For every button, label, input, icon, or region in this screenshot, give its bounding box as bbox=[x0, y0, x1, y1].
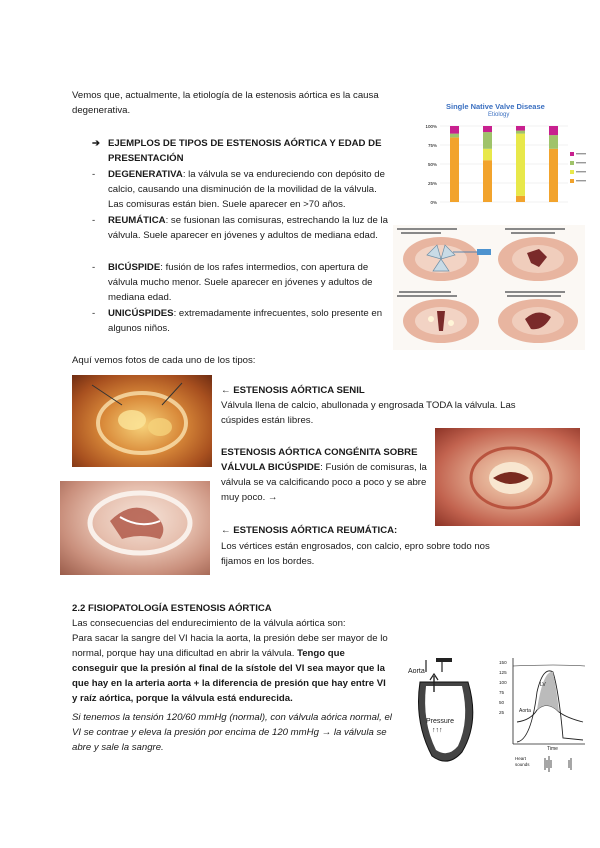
legend-label-mark bbox=[576, 171, 586, 172]
bar-segment-0-3 bbox=[450, 126, 459, 134]
curve-label-aorta: Aorta bbox=[519, 708, 531, 714]
senil-heading: ← ESTENOSIS AÓRTICA SENIL bbox=[221, 385, 365, 396]
section-text-bold: Tengo que conseguir que la presión al final de la sístole del VI sea mayor que la que hay en la arteria aorta + la diferencia de presión que hay entre VI y raíz aórtica, porque la válvula está endurecida. bbox=[72, 648, 386, 704]
intro-paragraph: Vemos que, actualmente, la etiología de la estenosis aórtica es la causa degenerativa. bbox=[72, 90, 379, 116]
valve-rheumatic-illustration bbox=[498, 237, 578, 281]
bar-segment-1-1 bbox=[483, 149, 492, 160]
bar-segment-2-3 bbox=[516, 126, 525, 131]
senil-text: Válvula llena de calcio, abullonada y engrosada TODA la válvula. Las cúspides están libres. bbox=[221, 400, 516, 426]
reumatica-heading: ← ESTENOSIS AÓRTICA REUMÁTICA: bbox=[221, 525, 398, 536]
section-paragraph bbox=[72, 631, 390, 706]
valve-degenerative-illustration bbox=[403, 299, 479, 343]
label-pressure: Pressure bbox=[426, 718, 455, 725]
bar-segment-3-0 bbox=[549, 149, 558, 202]
type-reumatica: - REUMÁTICA: se fusionan las comisuras, estrechando la luz de la válvula. Suele aparecer en jóvenes y adultos de mediana edad. bbox=[92, 215, 388, 242]
section-text-normal: Para sacar la sangre del VI hacia la aorta, la presión debe ser mayor de lo normal, porque hay una dificultad en abrir la válvula. bbox=[72, 633, 388, 659]
curve-label-lv: LV bbox=[540, 682, 546, 688]
bar-segment-1-3 bbox=[483, 126, 492, 132]
time-label: Time bbox=[547, 746, 558, 752]
pressure-ticks: 150 125 100 75 50 25 bbox=[499, 660, 507, 715]
bar-segment-0-2 bbox=[450, 134, 459, 138]
legend-label-mark bbox=[576, 162, 586, 163]
bar-segment-3-2 bbox=[549, 135, 558, 149]
heart-sounds-label: Heart sounds bbox=[515, 756, 530, 767]
section-italic: Si tenemos la tensión 120/60 mmHg (normal), con válvula aórica normal, el VI se contrae y eleva la presión por encima de 120 mmHg → la válvula se abre y sale la sangre. bbox=[72, 712, 392, 753]
valve-normal-illustration bbox=[403, 237, 491, 281]
legend-swatch bbox=[570, 161, 574, 165]
bar-segment-1-0 bbox=[483, 160, 492, 202]
bar-segment-2-1 bbox=[516, 134, 525, 196]
valve-illustrations bbox=[393, 225, 585, 350]
legend-swatch bbox=[570, 152, 574, 156]
y-tick-label: 100% bbox=[425, 124, 437, 129]
examples-heading bbox=[92, 136, 392, 166]
congenita-text: : Fusión de comisuras, la válvula se va calcificando poco a poco y se abre muy poco. → bbox=[221, 462, 427, 503]
photo-senile-valve bbox=[72, 375, 212, 467]
section-line1: Las consecuencias del endurecimiento de la válvula aórtica son: bbox=[72, 618, 346, 629]
bar-segment-2-2 bbox=[516, 131, 525, 134]
legend-label-mark bbox=[576, 153, 586, 154]
bar-segment-0-0 bbox=[450, 137, 459, 202]
bar-segment-3-3 bbox=[549, 126, 558, 135]
arrow-right-icon: ➔ bbox=[92, 138, 101, 149]
legend-swatch bbox=[570, 170, 574, 174]
type-unicuspides: - UNICÚSPIDES: extremadamente infrecuentes, solo presente en algunos niños. bbox=[92, 308, 383, 335]
legend-label-mark bbox=[576, 180, 586, 181]
chart-plot bbox=[418, 100, 588, 212]
valve-bicuspid-illustration bbox=[498, 299, 578, 343]
bar-segment-2-0 bbox=[516, 196, 525, 202]
y-tick-label: 0% bbox=[430, 200, 437, 205]
examples-heading-text: EJEMPLOS DE TIPOS DE ESTENOSIS AÓRTICA Y EDAD DE PRESENTACIÓN bbox=[108, 138, 382, 164]
photos-intro: Aquí vemos fotos de cada uno de los tipos: bbox=[72, 355, 256, 366]
heart-schematic bbox=[396, 652, 494, 776]
label-pressure-arrows: ↑↑↑ bbox=[432, 727, 443, 734]
section-title: 2.2 FISIOPATOLOGÍA ESTENOSIS AÓRTICA bbox=[72, 603, 272, 614]
y-tick-label: 25% bbox=[427, 181, 437, 186]
chart-subtitle: Etiology bbox=[488, 112, 510, 118]
label-aorta: Aorta bbox=[408, 668, 425, 675]
congenita-block bbox=[221, 445, 427, 505]
chart-title: Single Native Valve Disease bbox=[446, 102, 545, 111]
type-bicuspide: - BICÚSPIDE: fusión de los rafes intermedios, con apertura de válvula mucho menor. Suele aparecer en jóvenes y adultos de mediana edad. bbox=[92, 262, 373, 304]
y-tick-label: 75% bbox=[427, 143, 437, 148]
photo-rheumatic-valve bbox=[60, 481, 210, 575]
pressure-curves bbox=[497, 652, 589, 776]
y-tick-label: 50% bbox=[427, 162, 437, 167]
type-degenerativa: - DEGENERATIVA: la válvula se va endureciendo con depósito de calcio, causando una disminución de la movilidad de la válvula. Las comisuras están bien. Suele aparecer en >70 años. bbox=[92, 169, 385, 211]
congenita-heading: ESTENOSIS AÓRTICA CONGÉNITA SOBRE VÁLVULA BICÚSPIDE bbox=[221, 447, 418, 473]
bar-segment-1-2 bbox=[483, 132, 492, 149]
etiology-chart bbox=[418, 100, 588, 212]
legend-swatch bbox=[570, 179, 574, 183]
reumatica-text: Los vértices están engrosados, con calcio, epro sobre todo nos fijamos en los bordes. bbox=[221, 541, 490, 567]
photo-bicuspid-valve bbox=[435, 428, 580, 526]
